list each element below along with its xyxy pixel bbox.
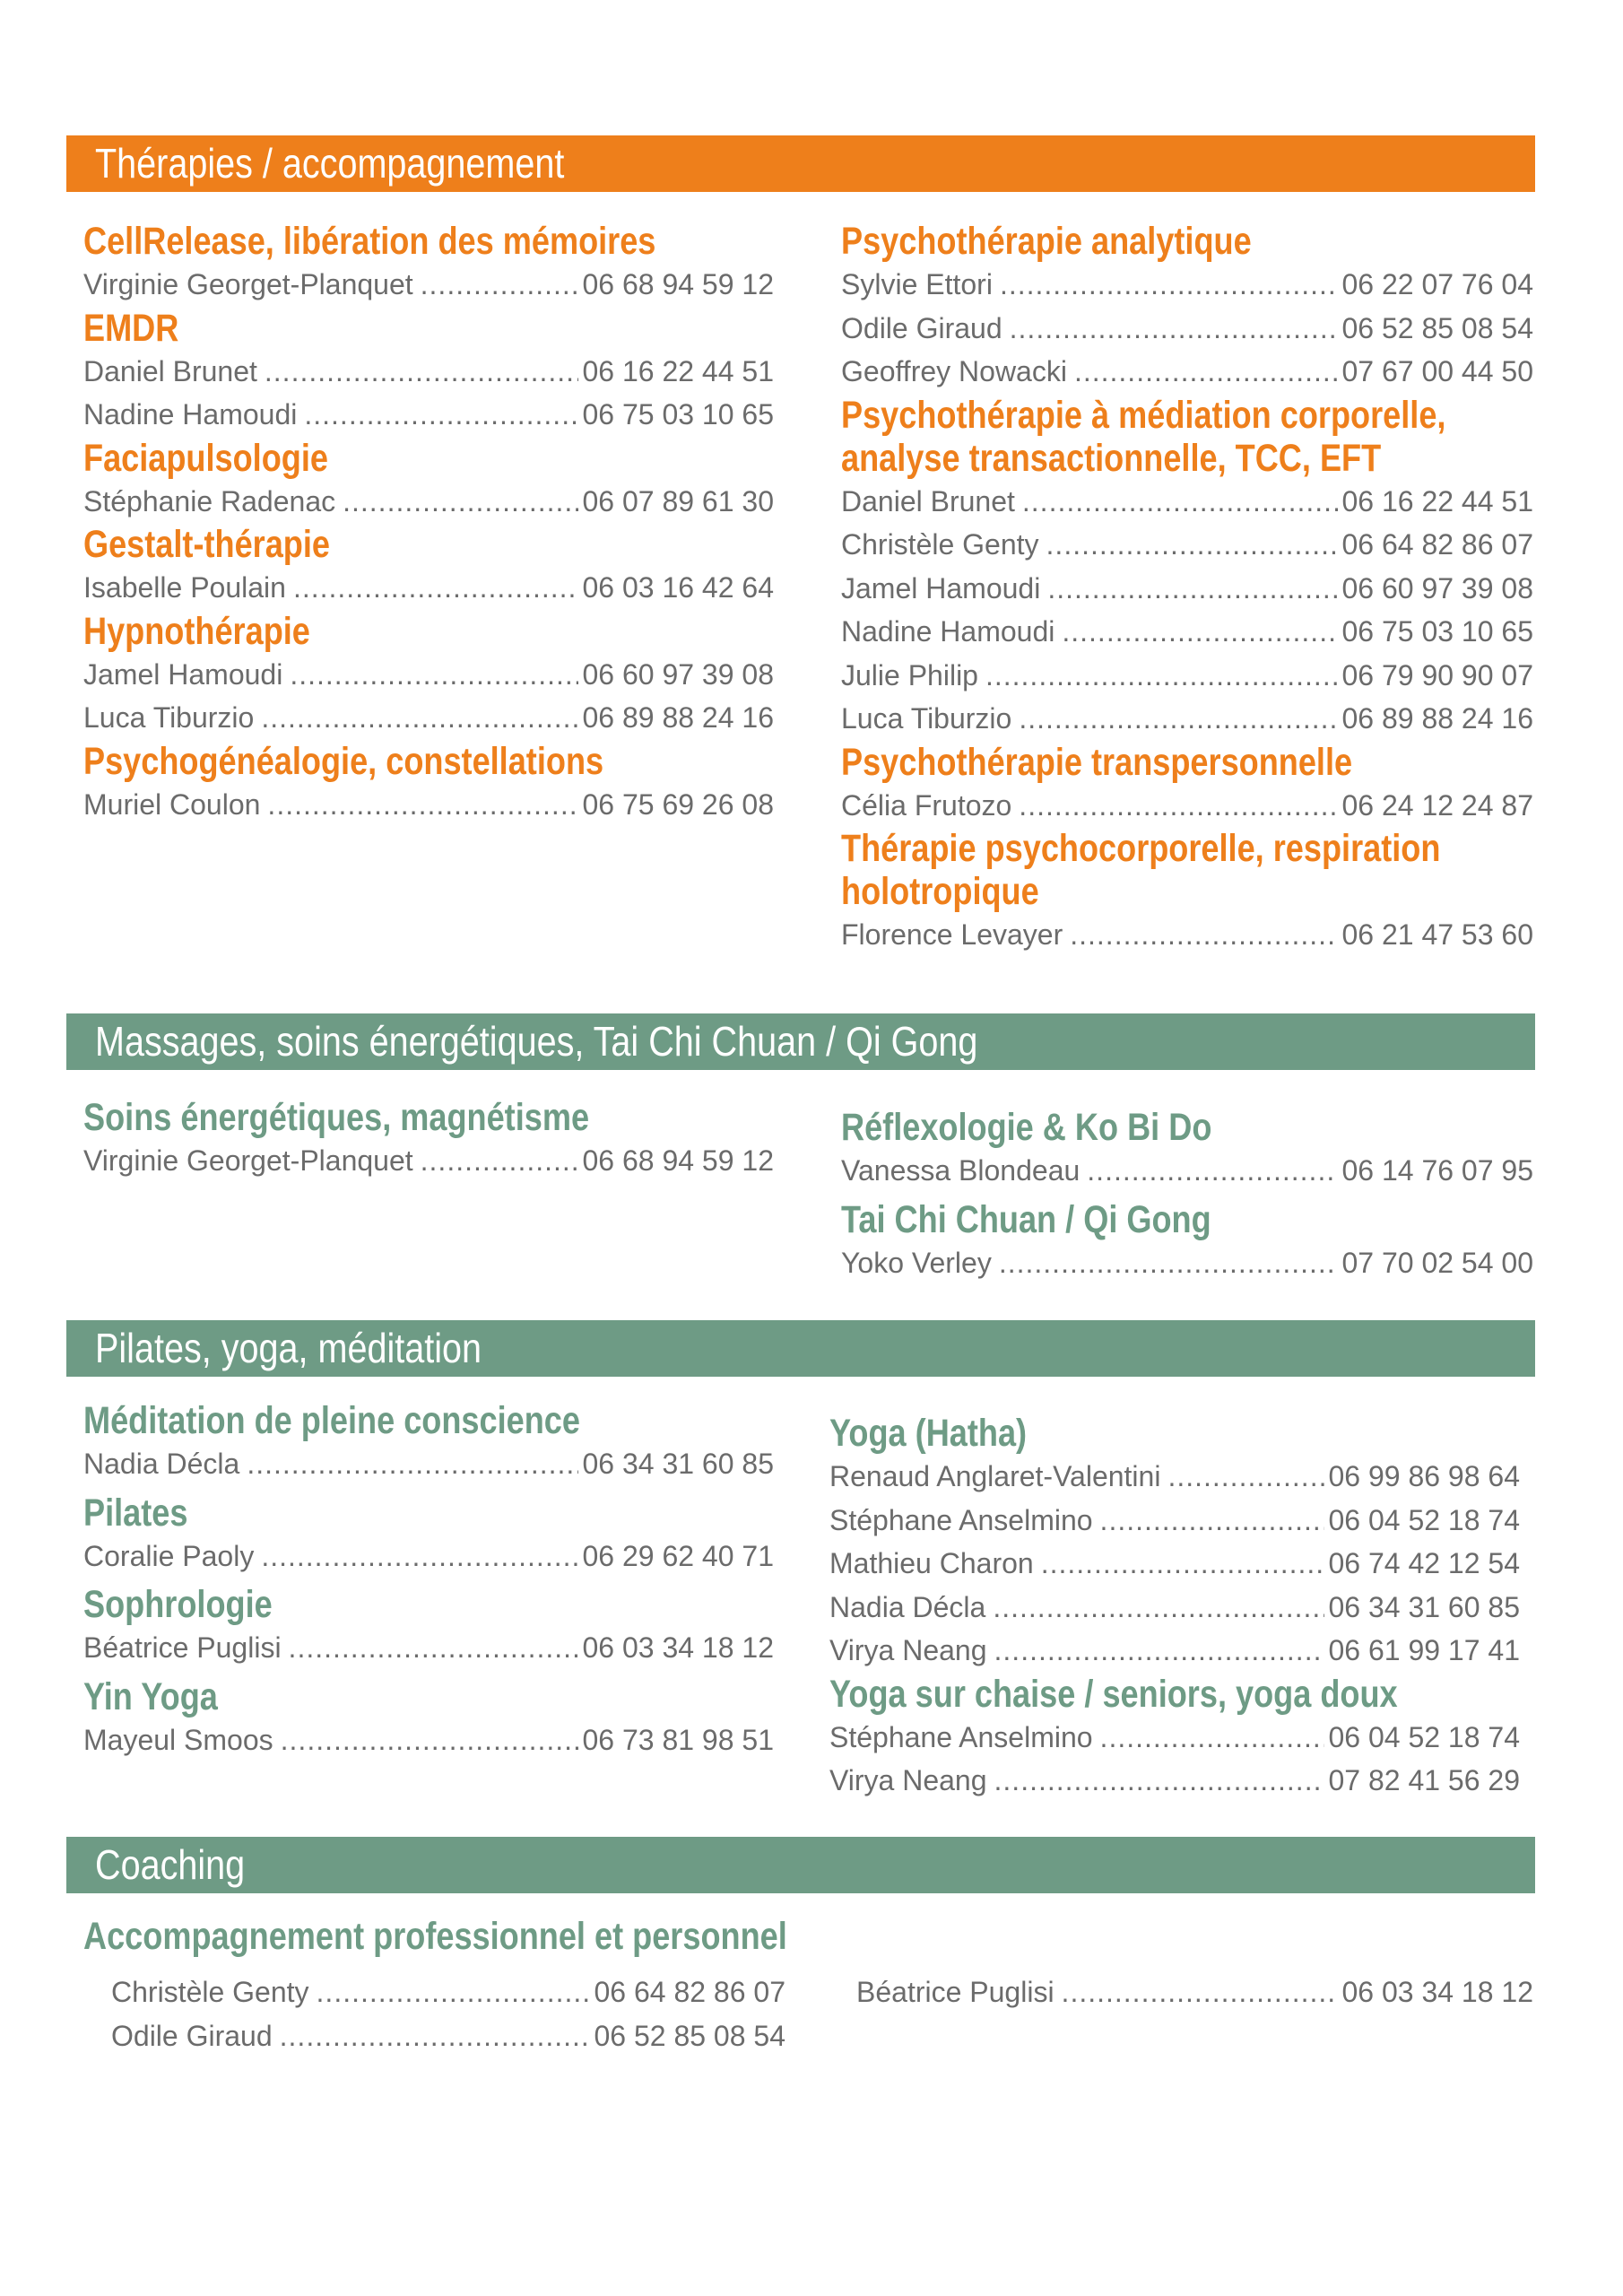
contact-name: Nadine Hamoudi xyxy=(83,398,298,430)
list-item xyxy=(829,1759,1520,1803)
leader-dots xyxy=(1100,1499,1325,1543)
category-heading: Psychothérapie transpersonnelle xyxy=(841,740,1353,784)
leader-dots xyxy=(1041,1542,1325,1586)
phone-number: 06 03 34 18 12 xyxy=(582,1631,774,1664)
leader-dots xyxy=(343,480,578,524)
list-item xyxy=(83,350,774,394)
leader-dots xyxy=(289,1626,579,1670)
list-item xyxy=(83,1535,774,1578)
contact-name: Vanessa Blondeau xyxy=(841,1154,1081,1187)
phone-number: 06 52 85 08 54 xyxy=(1341,311,1533,344)
leader-dots xyxy=(421,1139,579,1183)
list-item xyxy=(841,567,1533,611)
phone-number: 07 70 02 54 00 xyxy=(1341,1246,1533,1279)
leader-dots xyxy=(281,1718,579,1762)
contact-name: Nadine Hamoudi xyxy=(841,615,1055,648)
contact-name: Christèle Genty xyxy=(111,1976,309,2008)
leader-dots xyxy=(1062,610,1338,654)
contact-name: Daniel Brunet xyxy=(83,354,257,387)
list-item xyxy=(841,350,1533,394)
contact-name: Julie Philip xyxy=(841,658,978,691)
phone-number: 06 79 90 90 07 xyxy=(1341,658,1533,691)
contact-name: Nadia Décla xyxy=(83,1448,240,1480)
phone-number: 06 89 88 24 16 xyxy=(582,701,774,734)
pilates-left-column xyxy=(83,1399,774,1761)
leader-dots xyxy=(1019,697,1338,741)
phone-number: 06 16 22 44 51 xyxy=(1341,484,1533,517)
leader-dots xyxy=(1062,1970,1339,2014)
massages-left-column xyxy=(83,1096,774,1183)
list-item xyxy=(83,696,774,740)
contact-name: Florence Levayer xyxy=(841,918,1063,951)
phone-number: 06 89 88 24 16 xyxy=(1341,702,1533,735)
list-item xyxy=(829,1629,1520,1673)
contact-name: Stéphane Anselmino xyxy=(829,1503,1093,1536)
leader-dots xyxy=(261,1535,578,1578)
leader-dots xyxy=(993,1586,1324,1630)
section-title: Massages, soins énergétiques, Tai Chi Chuan / Qi Gong xyxy=(95,1018,978,1065)
contact-name: Muriel Coulon xyxy=(83,787,261,821)
phone-number: 06 73 81 98 51 xyxy=(582,1723,774,1756)
phone-number: 06 68 94 59 12 xyxy=(582,268,774,300)
category-heading: Sophrologie xyxy=(83,1583,273,1626)
phone-number: 06 03 16 42 64 xyxy=(582,571,774,604)
phone-number: 06 22 07 76 04 xyxy=(1341,268,1533,300)
contact-name: Geoffrey Nowacki xyxy=(841,355,1067,387)
therapies-left-column xyxy=(83,220,774,826)
list-item xyxy=(83,653,774,697)
category-heading: Psychogénéalogie, constellations xyxy=(83,739,604,783)
leader-dots xyxy=(1046,523,1339,567)
phone-number: 06 34 31 60 85 xyxy=(582,1448,774,1480)
category-heading: Pilates xyxy=(83,1491,188,1535)
phone-number: 06 34 31 60 85 xyxy=(1328,1590,1520,1623)
list-item xyxy=(83,1139,774,1183)
contact-name: Christèle Genty xyxy=(841,528,1039,561)
list-item xyxy=(83,393,774,437)
contact-name: Mayeul Smoos xyxy=(83,1723,273,1756)
phone-number: 06 24 12 24 87 xyxy=(1341,788,1533,822)
therapies-right-column xyxy=(841,220,1533,957)
leader-dots xyxy=(293,566,579,610)
category-heading: Tai Chi Chuan / Qi Gong xyxy=(841,1197,1211,1241)
contact-name: Virginie Georget-Planquet xyxy=(83,268,413,300)
phone-number: 06 07 89 61 30 xyxy=(582,484,774,517)
phone-number: 06 64 82 86 07 xyxy=(1341,528,1533,561)
contact-name: Luca Tiburzio xyxy=(83,701,255,734)
contact-name: Renaud Anglaret-Valentini xyxy=(829,1460,1161,1492)
contact-name: Daniel Brunet xyxy=(841,484,1015,517)
leader-dots xyxy=(267,783,578,827)
list-item xyxy=(841,1149,1533,1193)
list-item xyxy=(829,1499,1520,1543)
leader-dots xyxy=(1100,1716,1325,1760)
contact-name: Odile Giraud xyxy=(841,311,1002,344)
category-heading: Yoga (Hatha) xyxy=(829,1412,1028,1455)
list-item xyxy=(841,913,1533,957)
phone-number: 06 75 69 26 08 xyxy=(582,787,774,821)
list-item xyxy=(83,263,774,307)
leader-dots xyxy=(1070,913,1338,957)
category-heading: Thérapie psychocorporelle, respiration holotropique xyxy=(841,827,1441,913)
list-item xyxy=(83,783,774,827)
leader-dots xyxy=(1167,1455,1324,1499)
contact-name: Sylvie Ettori xyxy=(841,268,993,300)
leader-dots xyxy=(280,2014,591,2058)
phone-number: 06 64 82 86 07 xyxy=(594,1976,785,2008)
contact-name: Béatrice Puglisi xyxy=(83,1631,282,1664)
phone-number: 06 52 85 08 54 xyxy=(594,2019,785,2052)
contact-name: Stéphane Anselmino xyxy=(829,1720,1093,1753)
list-item xyxy=(83,1442,774,1486)
list-item xyxy=(83,1626,774,1670)
phone-number: 06 75 03 10 65 xyxy=(582,398,774,430)
category-heading: Psychothérapie à médiation corporelle, analyse transactionnelle, TCC, EFT xyxy=(841,393,1446,480)
category-heading: Accompagnement professionnel et personnel xyxy=(83,1915,787,1958)
contact-name: Luca Tiburzio xyxy=(841,702,1012,735)
phone-number: 06 03 34 18 12 xyxy=(1341,1976,1533,2008)
section-header-therapies xyxy=(66,135,1535,192)
leader-dots xyxy=(1010,307,1339,351)
contact-name: Stéphanie Radenac xyxy=(83,484,336,517)
section-title: Coaching xyxy=(95,1841,246,1888)
list-item xyxy=(856,1970,1533,2014)
contact-name: Béatrice Puglisi xyxy=(856,1976,1055,2008)
list-item xyxy=(829,1455,1520,1499)
list-item xyxy=(111,2014,785,2058)
phone-number: 06 68 94 59 12 xyxy=(582,1144,774,1177)
category-heading: Soins énergétiques, magnétisme xyxy=(83,1096,590,1139)
phone-number: 06 04 52 18 74 xyxy=(1328,1720,1520,1753)
contact-name: Yoko Verley xyxy=(841,1246,992,1279)
list-item xyxy=(829,1586,1520,1630)
list-item xyxy=(83,480,774,524)
list-item xyxy=(841,263,1533,307)
contact-name: Isabelle Poulain xyxy=(83,571,286,604)
contact-name: Coralie Paoly xyxy=(83,1539,255,1572)
contact-name: Jamel Hamoudi xyxy=(83,657,283,691)
leader-dots xyxy=(1074,350,1339,394)
phone-number: 06 60 97 39 08 xyxy=(1341,571,1533,604)
section-header-coaching xyxy=(66,1837,1535,1893)
leader-dots xyxy=(1087,1149,1338,1193)
phone-number: 06 04 52 18 74 xyxy=(1328,1503,1520,1536)
contact-name: Nadia Décla xyxy=(829,1590,986,1623)
category-heading: Hypnothérapie xyxy=(83,609,310,653)
coaching-block xyxy=(83,1915,1536,1958)
section-title: Pilates, yoga, méditation xyxy=(95,1325,482,1371)
list-item xyxy=(841,480,1533,524)
leader-dots xyxy=(261,696,578,740)
contact-name: Virya Neang xyxy=(829,1634,987,1666)
contact-name: Virya Neang xyxy=(829,1764,987,1796)
phone-number: 06 74 42 12 54 xyxy=(1328,1547,1520,1579)
category-heading: Faciapulsologie xyxy=(83,436,328,480)
leader-dots xyxy=(317,1970,591,2014)
pilates-right-column xyxy=(829,1412,1520,1803)
phone-number: 06 75 03 10 65 xyxy=(1341,615,1533,648)
category-heading: Yin Yoga xyxy=(83,1674,218,1718)
list-item xyxy=(83,1718,774,1762)
leader-dots xyxy=(1019,784,1338,828)
list-item xyxy=(841,654,1533,698)
phone-number: 06 60 97 39 08 xyxy=(582,657,774,691)
phone-number: 06 16 22 44 51 xyxy=(582,354,774,387)
leader-dots xyxy=(1047,567,1338,611)
contact-name: Virginie Georget-Planquet xyxy=(83,1144,413,1177)
list-item xyxy=(841,1241,1533,1285)
contact-name: Jamel Hamoudi xyxy=(841,571,1041,604)
leader-dots xyxy=(265,350,579,394)
leader-dots xyxy=(304,393,578,437)
contact-name: Odile Giraud xyxy=(111,2019,273,2052)
phone-number: 06 21 47 53 60 xyxy=(1341,918,1533,951)
phone-number: 06 14 76 07 95 xyxy=(1341,1154,1533,1187)
category-heading: EMDR xyxy=(83,306,179,350)
list-item xyxy=(841,610,1533,654)
phone-number: 06 99 86 98 64 xyxy=(1328,1460,1520,1492)
phone-number: 06 29 62 40 71 xyxy=(582,1539,774,1572)
leader-dots xyxy=(247,1442,578,1486)
phone-number: 06 61 99 17 41 xyxy=(1328,1634,1520,1666)
category-heading: CellRelease, libération des mémoires xyxy=(83,220,656,263)
leader-dots xyxy=(1000,263,1339,307)
coaching-left-column xyxy=(111,1970,785,2057)
section-title: Thérapies / accompagnement xyxy=(95,140,565,187)
coaching-right-column xyxy=(856,1970,1533,2014)
leader-dots xyxy=(999,1241,1339,1285)
list-item xyxy=(841,784,1533,828)
list-item xyxy=(841,523,1533,567)
category-heading: Psychothérapie analytique xyxy=(841,220,1252,263)
list-item xyxy=(829,1716,1520,1760)
list-item xyxy=(829,1542,1520,1586)
list-item xyxy=(841,307,1533,351)
leader-dots xyxy=(994,1759,1325,1803)
phone-number: 07 67 00 44 50 xyxy=(1341,355,1533,387)
section-header-pilates xyxy=(66,1320,1535,1377)
leader-dots xyxy=(1022,480,1339,524)
leader-dots xyxy=(994,1629,1325,1673)
list-item xyxy=(83,566,774,610)
category-heading: Gestalt-thérapie xyxy=(83,523,330,566)
contact-name: Mathieu Charon xyxy=(829,1547,1034,1579)
category-heading: Yoga sur chaise / seniors, yoga doux xyxy=(829,1672,1398,1716)
list-item xyxy=(111,1970,785,2014)
category-heading: Méditation de pleine conscience xyxy=(83,1399,580,1442)
section-header-massages xyxy=(66,1013,1535,1070)
contact-name: Célia Frutozo xyxy=(841,788,1012,822)
leader-dots xyxy=(421,263,579,307)
massages-right-column xyxy=(841,1106,1533,1284)
phone-number: 07 82 41 56 29 xyxy=(1328,1764,1520,1796)
leader-dots xyxy=(985,654,1339,698)
category-heading: Réflexologie & Ko Bi Do xyxy=(841,1106,1212,1149)
list-item xyxy=(841,697,1533,741)
leader-dots xyxy=(290,653,578,697)
